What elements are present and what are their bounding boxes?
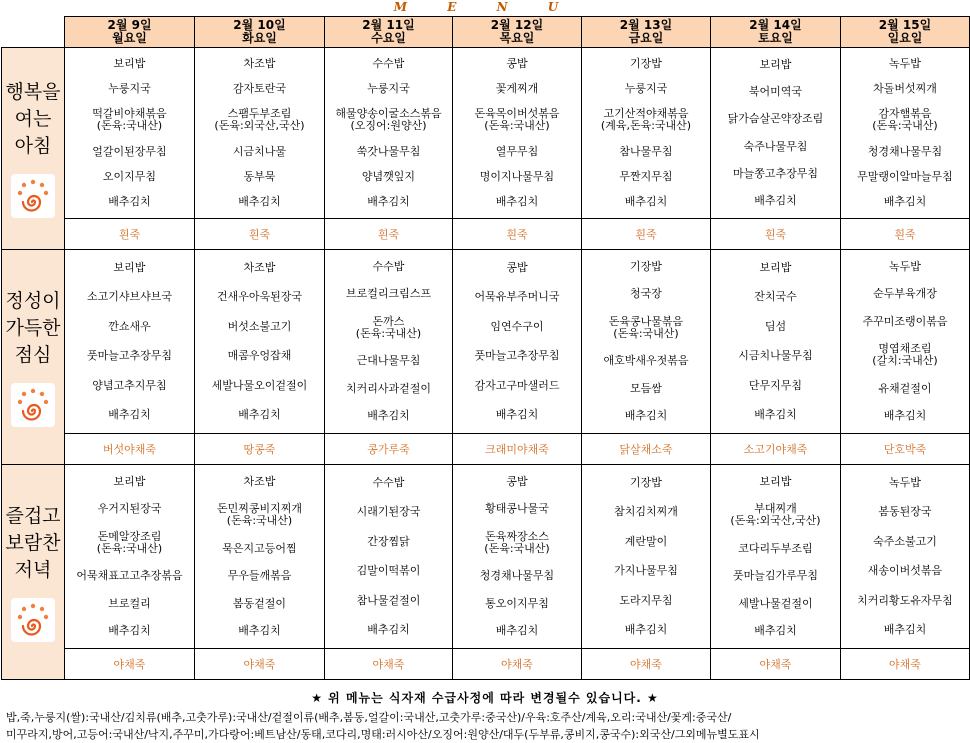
dish-item: 배추김치 [495, 408, 539, 422]
dish-item: 수수밥 [372, 475, 405, 489]
dish-item: 통오이지무침 [485, 596, 549, 610]
dish-item: 기장밥 [630, 259, 662, 273]
dish-item: 차조밥 [243, 474, 276, 488]
dish-item: 참나물무침 [619, 144, 673, 158]
day-weekday: 일요일 [887, 31, 923, 45]
dish-item: 보리밥 [113, 56, 146, 70]
porridge-item: 야채죽 [841, 649, 970, 680]
menu-cell [711, 465, 841, 649]
porridge-item: 소고기야채죽 [711, 434, 841, 465]
dish-item: 배추김치 [238, 408, 281, 422]
dish-item: 배추김치 [238, 195, 281, 209]
menu-cell [65, 250, 195, 434]
dish-item: 무짠지무침 [619, 169, 673, 183]
dish-item: 시래기된장국 [356, 505, 421, 519]
dish-item: 배추김치 [367, 409, 410, 423]
dish-item: 브로컬리크림스프 [345, 287, 431, 301]
porridge-item: 단호박죽 [841, 434, 970, 465]
porridge-item: 흰죽 [453, 219, 582, 250]
porridge-item: 야채죽 [65, 649, 195, 680]
dish-item: 풋마늘고추장무침 [474, 349, 560, 363]
menu-cell [453, 465, 582, 649]
dish-item: 근대나물무침 [356, 354, 421, 368]
day-date: 2월 11일 [362, 18, 415, 32]
dish-item: 계란말이 [624, 534, 668, 548]
sun-swirl-icon [11, 598, 55, 642]
day-header-6 [711, 17, 841, 48]
dish-item: 북어미역국 [748, 84, 803, 98]
dish-item: 새송이버섯볶음 [867, 564, 943, 578]
dish-item: 콩밥 [506, 260, 528, 274]
dish-item: 소고기샤브샤브국 [86, 290, 172, 304]
meal-label: 행복을 여는 아침 [5, 81, 61, 157]
dish-item: 주꾸미조랭이볶음 [862, 314, 948, 328]
dish-item: 어묵유부주머니국 [474, 290, 560, 304]
porridge-row-2 [2, 434, 970, 465]
dish-item: 모듬쌈 [630, 381, 662, 395]
day-date: 2월 9일 [107, 18, 152, 32]
dish-item: 깐쇼새우 [108, 319, 151, 333]
meal-label-cell [2, 48, 65, 250]
dish-item: 시금치나물 [232, 144, 287, 158]
corner-cell [2, 17, 65, 48]
porridge-item: 야채죽 [711, 649, 841, 680]
dish-item: 누룽지국 [108, 81, 151, 95]
dish-item: 보리밥 [113, 260, 146, 274]
porridge-item: 흰죽 [65, 219, 195, 250]
dish-item: 기장밥 [630, 56, 662, 70]
dish-item: 보리밥 [759, 260, 792, 274]
dish-item: 버섯소불고기 [227, 319, 292, 333]
dish-item: 부대찌개 (돈육:외국산,국산) [730, 502, 821, 528]
origin-line-2: 미꾸라지,방어,고등어:국내산/낙지,주꾸미,가다랑어:베트남산/동태,코다리,명태:러시아산/오징어:원양산/대두(두부류,콩비지,콩국수):외국산/그외메뉴별도표시 [6, 728, 760, 741]
dish-item: 봄동된장국 [878, 505, 932, 519]
dish-item: 무우들깨볶음 [227, 569, 292, 583]
meal-label: 즐겁고 보람찬 저녁 [5, 504, 61, 581]
day-weekday: 금요일 [628, 31, 664, 45]
porridge-item: 야채죽 [195, 649, 325, 680]
dish-item: 도라지무침 [619, 593, 673, 607]
menu-cell [195, 250, 325, 434]
menu-cell [582, 250, 711, 434]
dish-item: 동부묵 [243, 169, 276, 183]
dish-item: 단무지무침 [748, 378, 803, 392]
dish-item: 치커리황도유자무침 [857, 593, 953, 607]
day-header-2 [195, 17, 325, 48]
dish-item: 배추김치 [367, 623, 410, 637]
dish-item: 녹두밥 [889, 475, 921, 489]
porridge-item: 흰죽 [582, 219, 711, 250]
dish-item: 닭가슴살곤약장조림 [727, 112, 824, 126]
porridge-row-3 [2, 649, 970, 680]
dish-item: 배추김치 [883, 195, 927, 209]
menu-cell [195, 465, 325, 649]
menu-cell [841, 48, 970, 219]
dish-item: 우거지된장국 [97, 502, 162, 516]
meal-label-cell [2, 465, 65, 680]
meal-label-cell [2, 250, 65, 465]
meal-row-1 [2, 48, 970, 219]
dish-item: 참나물겉절이 [356, 593, 421, 607]
dish-item: 가지나물무침 [614, 564, 678, 578]
dish-item: 돈육짜장소스 (돈육:국내산) [484, 529, 550, 555]
porridge-item: 야채죽 [582, 649, 711, 680]
dish-item: 얼갈이된장무침 [92, 144, 167, 158]
dish-item: 간장찜닭 [367, 534, 410, 548]
dish-item: 풋마늘김가루무침 [732, 569, 818, 583]
menu-cell [325, 48, 453, 219]
dish-item: 감자햄볶음 (돈육:국내산) [872, 107, 938, 133]
day-header-row [2, 17, 970, 48]
dish-item: 콩밥 [506, 56, 528, 70]
dish-item: 녹두밥 [889, 56, 921, 70]
menu-table [1, 16, 970, 680]
dish-item: 숙주소불고기 [873, 534, 937, 548]
dish-item: 배추김치 [624, 623, 668, 637]
porridge-item: 땅콩죽 [195, 434, 325, 465]
porridge-row-1 [2, 219, 970, 250]
dish-item: 시금치나물무침 [738, 349, 813, 363]
porridge-item: 흰죽 [711, 219, 841, 250]
dish-item: 김말이떡볶이 [356, 564, 421, 578]
menu-cell [325, 465, 453, 649]
dish-item: 브로컬리 [108, 596, 151, 610]
dish-item: 보리밥 [113, 474, 146, 488]
change-notice: ★ 위 메뉴는 식자재 수급사정에 따라 변경될수 있습니다. ★ [311, 691, 659, 705]
dish-item: 청국장 [630, 287, 662, 301]
porridge-item: 야채죽 [453, 649, 582, 680]
dish-item: 감자고구마샐러드 [474, 378, 560, 392]
dish-item: 코다리두부조림 [738, 541, 813, 555]
dish-item: 마늘쫑고추장무침 [732, 166, 818, 180]
origin-info [6, 709, 966, 743]
dish-item: 배추김치 [624, 195, 668, 209]
meal-row-3 [2, 465, 970, 649]
dish-item: 돈까스 (돈육:국내산) [355, 314, 422, 340]
dish-item: 수수밥 [372, 259, 405, 273]
porridge-item: 닭살채소죽 [582, 434, 711, 465]
dish-item: 배추김치 [108, 195, 151, 209]
dish-item: 세발나물겉절이 [738, 596, 813, 610]
day-weekday: 화요일 [242, 31, 277, 45]
dish-item: 배추김치 [754, 194, 797, 208]
day-header-4 [453, 17, 582, 48]
dish-item: 잔치국수 [754, 290, 797, 304]
day-date: 2월 13일 [619, 18, 673, 32]
dish-item: 콩밥 [506, 474, 528, 488]
menu-cell [453, 48, 582, 219]
dish-item: 묵은지고등어찜 [222, 541, 297, 555]
porridge-item: 흰죽 [841, 219, 970, 250]
porridge-item: 야채죽 [325, 649, 453, 680]
dish-item: 유채겉절이 [878, 381, 932, 395]
dish-item: 봄동겉절이 [232, 596, 287, 610]
dish-item: 쑥갓나물무침 [356, 144, 421, 158]
dish-item: 배추김치 [367, 195, 410, 209]
dish-item: 딤섬 [764, 319, 787, 333]
dish-item: 배추김치 [754, 624, 797, 638]
dish-item: 배추김치 [883, 409, 927, 423]
dish-item: 배추김치 [238, 624, 281, 638]
dish-item: 치커리사과겉절이 [345, 381, 431, 395]
menu-cell [453, 250, 582, 434]
porridge-item: 흰죽 [325, 219, 453, 250]
dish-item: 청경채나물무침 [479, 569, 555, 583]
dish-item: 건새우아욱된장국 [216, 290, 302, 304]
dish-item: 참치김치찌개 [614, 505, 678, 519]
porridge-item: 흰죽 [195, 219, 325, 250]
dish-item: 세발나물오이겉절이 [211, 378, 308, 392]
dish-item: 임연수구이 [490, 319, 544, 333]
day-date: 2월 10일 [233, 18, 286, 32]
dish-item: 배추김치 [754, 408, 797, 422]
dish-item: 오이지무침 [102, 169, 157, 183]
dish-item: 배추김치 [883, 623, 927, 637]
day-header-5 [582, 17, 711, 48]
meal-label: 정성이 가득한 점심 [5, 289, 61, 366]
dish-item: 보리밥 [759, 57, 792, 71]
dish-item: 황태콩나물국 [485, 502, 549, 516]
dish-item: 매콤우엉잡채 [227, 349, 292, 363]
dish-item: 열무무침 [495, 144, 539, 158]
menu-cell [65, 48, 195, 219]
day-weekday: 토요일 [758, 31, 793, 45]
dish-item: 누룽지국 [367, 81, 410, 95]
dish-item: 돈육콩나물볶음 (돈육:국내산) [608, 314, 684, 340]
dish-item: 배추김치 [495, 624, 539, 638]
dish-item: 돈민찌콩비지찌개 (돈육:국내산) [216, 502, 302, 528]
menu-cell [325, 250, 453, 434]
porridge-item: 크래미야채죽 [453, 434, 582, 465]
dish-item: 꽃게찌개 [495, 81, 539, 95]
dish-item: 무말랭이알마늘무침 [857, 169, 953, 183]
sun-swirl-icon [11, 174, 55, 218]
dish-item: 숙주나물무침 [743, 139, 808, 153]
dish-item: 양념깻잎지 [361, 169, 416, 183]
dish-item: 돈육목이버섯볶음 (돈육:국내산) [474, 107, 560, 133]
day-date: 2월 14일 [749, 18, 802, 32]
dish-item: 누룽지국 [624, 81, 668, 95]
day-weekday: 수요일 [371, 31, 406, 45]
dish-item: 차조밥 [243, 260, 276, 274]
dish-item: 감자토란국 [232, 81, 287, 95]
dish-item: 순두부육개장 [873, 287, 937, 301]
dish-item: 청경채나물무침 [867, 144, 943, 158]
menu-cell [65, 465, 195, 649]
dish-item: 배추김치 [495, 195, 539, 209]
menu-cell [841, 250, 970, 434]
porridge-item: 콩가루죽 [325, 434, 453, 465]
dish-item: 고기산적야채볶음 (계육,돈육:국내산) [600, 107, 692, 133]
dish-item: 배추김치 [624, 409, 668, 423]
meal-row-2 [2, 250, 970, 434]
day-header-7 [841, 17, 970, 48]
origin-line-1: 밥,죽,누룽지(쌀):국내산/김치류(배추,고춧가루):국내산/겉절이류(배추,봄동,얼갈이:국내산,고춧가루:중국산)/우육:호주산/계육,오리:국내산/꽃게:중국산/ [6, 711, 732, 724]
dish-item: 녹두밥 [889, 259, 921, 273]
dish-item: 해물양송이굴소스볶음 (오징어:원양산) [335, 107, 442, 133]
dish-item: 기장밥 [630, 475, 662, 489]
dish-item: 명엽채조림 (갈치:국내산) [872, 342, 938, 368]
dish-item: 수수밥 [372, 56, 405, 70]
menu-cell [711, 250, 841, 434]
menu-cell [841, 465, 970, 649]
menu-cell [582, 48, 711, 219]
porridge-item: 버섯야채죽 [65, 434, 195, 465]
dish-item: 풋마늘고추장무침 [86, 349, 172, 363]
menu-cell [711, 48, 841, 219]
dish-item: 배추김치 [108, 624, 151, 638]
dish-item: 배추김치 [108, 408, 151, 422]
day-header-3 [325, 17, 453, 48]
dish-item: 떡갈비야채볶음 (돈육:국내산) [92, 107, 167, 133]
day-date: 2월 12일 [490, 18, 544, 32]
dish-item: 명이지나물무침 [479, 169, 555, 183]
dish-item: 양념고추지무침 [92, 378, 167, 392]
day-weekday: 월요일 [112, 31, 147, 45]
menu-cell [582, 465, 711, 649]
day-weekday: 목요일 [499, 31, 535, 45]
menu-title: M E N U [393, 0, 577, 14]
dish-item: 애호박새우젓볶음 [603, 354, 689, 368]
day-date: 2월 15일 [878, 18, 932, 32]
day-header-1 [65, 17, 195, 48]
dish-item: 차조밥 [243, 56, 276, 70]
dish-item: 스팸두부조림 (돈육:외국산,국산) [214, 107, 305, 133]
dish-item: 보리밥 [759, 474, 792, 488]
dish-item: 차돌버섯찌개 [873, 81, 937, 95]
dish-item: 어묵채표고고추장볶음 [76, 569, 183, 583]
sun-swirl-icon [11, 383, 55, 427]
dish-item: 돈메알장조림 (돈육:국내산) [96, 529, 163, 555]
menu-cell [195, 48, 325, 219]
